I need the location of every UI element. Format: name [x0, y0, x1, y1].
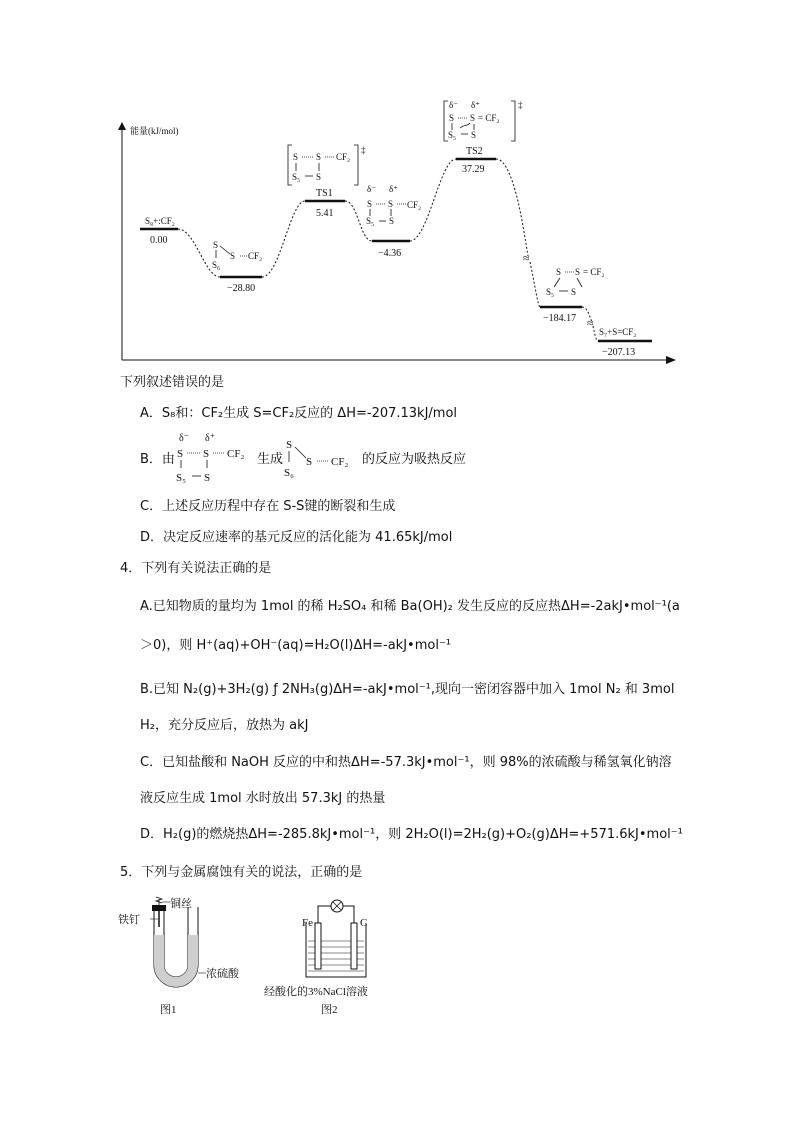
fig1-acid-label: 浓硫酸 [206, 968, 239, 980]
svg-text:δ⁺: δ⁺ [205, 433, 215, 444]
q4-heading [120, 560, 271, 578]
svg-text:δ⁻: δ⁻ [179, 433, 189, 444]
svg-text:S: S [213, 240, 219, 250]
q4-stem: 下列有关说法正确的是 [141, 561, 272, 576]
q4-option-c-line2: 液反应生成 1mol 水时放出 57.3kJ 的热量 [140, 791, 386, 806]
q3-option-c-text: 上述反应历程中存在 S-S键的断裂和生成 [162, 499, 396, 514]
fig1-caption: 图1 [160, 1004, 177, 1016]
svg-text:S: S [177, 448, 184, 460]
svg-text:S₆: S₆ [212, 260, 221, 270]
structure-int2 [366, 184, 421, 226]
value-int1: −28.80 [227, 283, 256, 294]
label-products: S₇+S=CF₂ [599, 327, 637, 337]
svg-text:S₅: S₅ [366, 216, 375, 226]
structure-int3 [546, 267, 604, 297]
svg-text:CF₂: CF₂ [248, 251, 263, 261]
svg-text:= CF₂: = CF₂ [478, 113, 500, 123]
q4-option-c-line1[interactable]: C．已知盐酸和 NaOH 反应的中和热ΔH=-57.3kJ•mol⁻¹，则 98%的浓硫酸与稀氢氧化钠溶 [140, 755, 672, 770]
fig2-solution-label: 经酸化的3%NaCl溶液 [264, 986, 368, 998]
svg-text:S: S [389, 216, 395, 226]
svg-text:S: S [471, 130, 477, 140]
svg-text:δ⁺: δ⁺ [389, 184, 398, 194]
q5-stem: 下列与金属腐蚀有关的说法，正确的是 [141, 865, 363, 880]
q3-option-a-letter: A． [140, 406, 162, 421]
structure-int1 [212, 240, 262, 270]
svg-text:CF₂: CF₂ [331, 456, 349, 468]
value-int3: −184.17 [543, 313, 577, 324]
svg-text:CF₂: CF₂ [336, 152, 351, 162]
svg-text:S: S [293, 152, 299, 162]
q4-option-a-line2: ＞0)，则 H⁺(aq)+OH⁻(aq)=H₂O(l)ΔH=-akJ•mol⁻¹ [140, 638, 452, 653]
svg-text:S: S [306, 456, 313, 468]
figure-1-u-tube [118, 895, 248, 1020]
value-reactants: 0.00 [150, 235, 168, 246]
break-mark-1: ≈ [523, 251, 530, 265]
y-axis-arrow [118, 122, 126, 130]
figure-2-electrolysis-cell [262, 895, 412, 1020]
q4-option-a-line1[interactable]: A.已知物质的量均为 1mol 的稀 H₂SO₄ 和稀 Ba(OH)₂ 发生反应的反应热ΔH=-2akJ•mol⁻¹(a [140, 599, 680, 614]
svg-text:S₅: S₅ [448, 130, 457, 140]
q3-option-c-letter: C． [140, 499, 163, 514]
y-axis-label: 能量(kJ/mol) [130, 126, 179, 136]
svg-text:S: S [470, 113, 476, 123]
svg-text:= CF₂: = CF₂ [583, 267, 605, 277]
q3-option-c[interactable] [140, 498, 395, 516]
svg-text:S: S [449, 113, 455, 123]
q3-option-b-letter: B． [140, 452, 162, 467]
svg-text:S: S [575, 267, 581, 277]
q4-number: 4． [120, 561, 142, 576]
fig1-copper-wire-label: 铜丝 [170, 898, 192, 910]
svg-text:S: S [556, 267, 562, 277]
svg-text:‡: ‡ [361, 145, 366, 155]
q3-option-b-prefix: 由 [161, 452, 175, 467]
q3-stem: 下列叙述错误的是 [120, 375, 225, 390]
svg-text:δ⁺: δ⁺ [471, 100, 480, 110]
svg-text:δ⁻: δ⁻ [367, 184, 376, 194]
fig2-fe-label: Fe [302, 917, 313, 929]
svg-text:S: S [316, 152, 322, 162]
q3-option-b-suffix: 的反应为吸热反应 [362, 452, 467, 467]
label-ts2: TS2 [466, 146, 483, 157]
svg-text:S₅: S₅ [546, 287, 555, 297]
value-products: −207.13 [602, 347, 636, 358]
energy-profile-diagram [0, 0, 794, 370]
svg-text:S: S [286, 439, 293, 451]
q5-heading [120, 864, 362, 882]
q5-number: 5． [120, 865, 142, 880]
break-mark-2: ≈ [587, 316, 594, 330]
q3-option-d[interactable] [140, 529, 452, 547]
svg-text:‡: ‡ [518, 100, 523, 110]
svg-text:S: S [230, 251, 236, 261]
fig1-iron-nail-label: 铁钉 [118, 914, 140, 926]
q4-option-b-line2: H₂，充分反应后，放热为 akJ [140, 718, 309, 733]
structure-ts2 [444, 100, 523, 141]
q3-option-b-structure-1 [176, 430, 256, 488]
svg-text:CF₂: CF₂ [407, 200, 422, 210]
svg-text:S₅: S₅ [292, 172, 301, 182]
value-int2: −4.36 [378, 248, 402, 259]
structure-ts1 [288, 145, 366, 185]
svg-text:δ⁻: δ⁻ [449, 100, 458, 110]
label-ts1: TS1 [316, 188, 333, 199]
q3-option-b-structure-2 [284, 434, 364, 484]
value-ts2: 37.29 [462, 164, 485, 175]
q3-option-a-text: S₈和：CF₂生成 S=CF₂反应的 ΔH=-207.13kJ/mol [161, 406, 458, 421]
svg-text:S: S [204, 472, 211, 484]
q3-option-b-middle: 生成 [257, 452, 284, 467]
q3-option-a[interactable] [140, 405, 457, 423]
label-reactants: S₈+:CF₂ [145, 216, 175, 226]
q3-option-d-text: 决定反应速率的基元反应的活化能为 41.65kJ/mol [163, 530, 453, 545]
q4-option-b-line1[interactable]: B.已知 N₂(g)+3H₂(g) ƒ 2NH₃(g)ΔH=-akJ•mol⁻¹,现向一密闭容器中加入 1mol N₂ 和 3mol [140, 682, 675, 697]
svg-text:S₆: S₆ [284, 467, 294, 479]
svg-text:S₅: S₅ [176, 472, 186, 484]
fig2-caption: 图2 [321, 1004, 338, 1016]
q4-option-d[interactable]: D．H₂(g)的燃烧热ΔH=-285.8kJ•mol⁻¹，则 2H₂O(l)=2H₂(g)+O₂(g)ΔH=+571.6kJ•mol⁻¹ [140, 827, 683, 842]
value-ts1: 5.41 [316, 208, 334, 219]
fig2-c-label: C [360, 917, 368, 929]
svg-text:S: S [571, 287, 577, 297]
x-axis-arrow [666, 356, 676, 364]
svg-text:S: S [367, 199, 373, 209]
q3-option-b[interactable] [140, 451, 175, 469]
svg-text:S: S [316, 172, 322, 182]
q3-option-d-letter: D． [140, 530, 164, 545]
svg-text:CF₂: CF₂ [227, 448, 245, 460]
svg-text:S: S [203, 448, 210, 460]
svg-text:S: S [388, 199, 394, 209]
